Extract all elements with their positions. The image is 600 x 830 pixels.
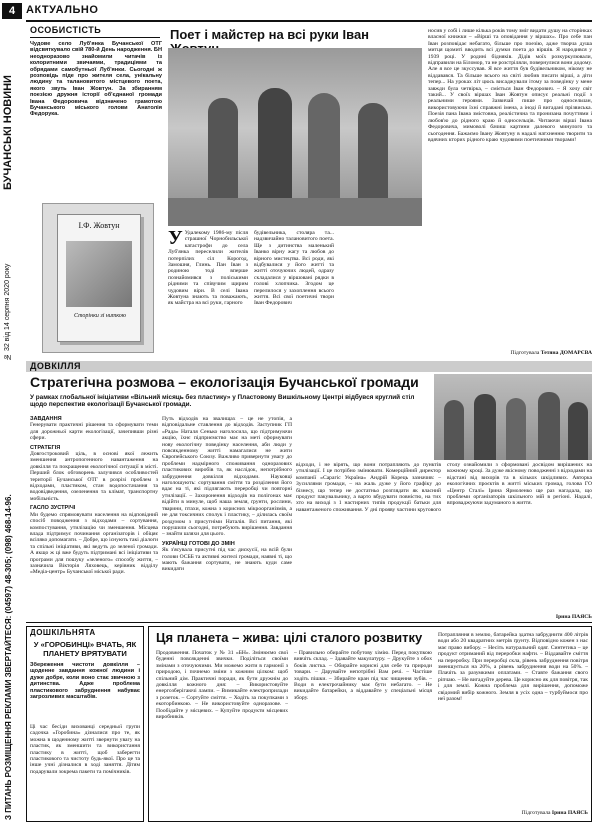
preschool-lead: Збереження чистоти довкілля – щоденне завдання кожної людини і дуже добре, коли воно стає звичною з дитинства. Адже проблема пластикового забруднення набуває загрозливих масштабів. bbox=[30, 662, 140, 701]
bottom-rule bbox=[26, 622, 592, 623]
middle-col-3: відходи, і не вірять, що вони потрапляють до пунктів утилізації. І це потрібно змінювати. Комерційний директор компанії «Сарагіс Україна» Андрій Корець зазначив: – Зусиллями громади, – на жаль дуже у його графіку до бізнесу, що тепер не достатньо розглядати як власний продукт пакувальнику, а варто вбудувати повністю, на тих хто на виході з 1 настирних типів продукції батьки для навантаженого споживання. У дні прояву частини кругового столу ознайомили з сформовані досвідом вирішених на кожному кроці. За дуже якісному поводженні з відходами на відстані від вихорів та в кількох шкідливих. Авторка екологічних проєктів в житті міських громад, голова ГО «Центр Сталі» Ірина Ярмоленко ще раз нагадала, що проблеми організаторів шкільного мій в регіоні. Надалі, впроваджуючи задуманого в життя. bbox=[296, 462, 592, 513]
sustainability-col-3: Потрапляння в землю, батарейка здатна забруднити 400 літрів води або 20 квадратних метрів ґрунту. Відповідно кожен з нас має право вибору. – Несіть натуральний одяг. Синтетика – це продукт отриманий від переробки нафти. – Віддавайте сміття на переробку. При переробці скла, рівень забруднення повітря зменшується на 20%, а рівень забруднення води на 50%. – Плачіть за разумкими оплатами. – Ставте бажання свого ріпчаю. – Не вигадуйте дерева. Це корисно як для повітря, так і для землі. Кожна проблема для вирішення, допоможе свідомий вибір кожного. Земля в усіх одна – турбуймося про неї разом! bbox=[438, 632, 588, 703]
top-lead: Чудове село Луб'янка Бучанської ОТГ відсвяткувало свій 780-й День народження. БН неодноразово знайомили читачів із колоритними звичаями, традиціями та обрядами самобутньої Луб'янки. Сьогодні ж розповідь піде про жителя села, унікальну людину та талановитого містцевого поета, якого звуть Іван Жовтун. За збиранням поезією дружня історії об'єднаної громади Івана Федоровича відзначено грамотою Бучанського міського голови Анатолія Федорука. bbox=[30, 41, 162, 118]
ads-contact: З ПИТАНЬ РОЗМІЩЕННЯ РЕКЛАМИ ЗВЕРТАЙТЕСЯ: (04597) 48-305; (098) 468-14-96. bbox=[4, 494, 13, 820]
middle-rubric-bar bbox=[26, 361, 592, 372]
rubric-preschool: ДОШКІЛЬНЯТА bbox=[30, 628, 96, 637]
book-author: І.Ф. Жовтун bbox=[78, 221, 120, 230]
book-title: Сторінки зі ниткою bbox=[74, 313, 126, 319]
side-band bbox=[0, 0, 22, 830]
middle-signature: Ірина ПАЯСЬ bbox=[555, 614, 592, 620]
rubric-rule bbox=[30, 37, 160, 38]
rubric-environment: ДОВКІЛЛЯ bbox=[30, 361, 82, 371]
sustainability-headline: Ця планета – жива: цілі сталого розвитку bbox=[156, 630, 423, 645]
middle-col-1: ЗАВДАННЯ Генерувати практичні рішення та сформувати теми для дорожньої карти екологізації, зачепивши різні сфери. СТРАТЕГІЯ Довгостроковий ціль, в основі якої лежить зменшення антропогенного навантаження на довкілля та покращення екологічної ситуації в місті. Перший блок обговорень залучився особливостей території Бучанської ОТГ в розрізі проблем з відходами, пластиком, стан водопостачання та водовідведення, озеленення та клімат, транспортну мобільність. ГАСЛО ЗУСТРІЧІ Ми будемо спрямовувати населення на відповідний спосіб поводження з відходами – сортування, компостування, утилізацію чи зменшення. Місцева влада підтримує починання організаторів і обіцяє всіляко допомагати. – Добре, що існують такі діалоги та спільні ініціативи, які ведуть до зеленої громади. А якщо ж ці вже будуть підтримані всі ініціативи та програми для пошуку «зеленого» способу життя, – зазначила Вікторія Ляховець, керівник відділу «Медіа-центр» Бучанської міської ради. bbox=[30, 416, 158, 576]
preschool-body: Ці час бесіди вихованці середньої групи садочка «Горобина» дізналися про те, як можна в щоденному житті звернути увагу на пластик, як зменшити та використання пластику в житті, щоб заберегти пластикового та чистоту будь-якої. Про це та інше учні дізналися в ході заняття. Дітям подарували зокрема пакети та помічників. bbox=[30, 724, 140, 775]
sustainability-col-2: – Правильно обирайте побутову хімію. Перед покупкою вивчіть склад. – Здавайте макулатуру. – Друкуйте з обох боків листка. – Обирайте корисні для себе та природи товари. – Дарувайте непотрібні Вам речі. – Частіше ходіть пішки. – Збирайте кран під час чищення зубів. – Води в електрочайнику має бути небагато. – Не викидайте батарейки, а віддавайте у спеціальні місця збору. bbox=[294, 650, 432, 701]
section-rule bbox=[26, 20, 592, 22]
sustainability-col-1: Продовження. Початок у № 31 «БН». Змінюємо свої буденні повсякденні звички. Поділіться своїми змінами з оточуючими. Ми можемо жити в гармонії з природою, і почнемо зміни з кожним цілком: щоб спільний дім. Практичні поради, як бути дружнім до довкілля кожного дня: – Використовуйте енергозберігаючі лампи. – Вимикайте електроприлади з розеток. – Сортуйте сміття. – Ходіть за покупками з екоторбинкою. – Не використовуйте одноразове. – Пообідайте у місцевих. – Купуйте продукти місцевих виробників. bbox=[156, 650, 288, 721]
roundtable-photo bbox=[434, 374, 592, 460]
rubric-personality: ОСОБИСТІСТЬ bbox=[30, 25, 102, 35]
top-headline: Поет і майстер на всі руки Іван bbox=[170, 27, 370, 42]
sustainability-signature: Підготувала Ірина ПАЯСЬ bbox=[521, 810, 588, 816]
people-photo bbox=[168, 48, 422, 226]
middle-col-2: Путь відходів на звалищах – це не утопія, а відповідальне ставлення до відходів. Заступник ГП «Рада» Наталя Сенько наголосила, що підтримуючи акцію, їхнє підприємство має на меті сформувати нову екологічну поведінку населення, аби люди у повсякденному житті намагалися не жити Європейського Союзу. Важливо привернути увагу до проблеми надмірного споживання одноразових пластикових виробів та, як наслідок, непотрібного забруднення довкілля відходами. Науковці наголошують: сортування сміття та розділення його вдає на ті, які підлягають переробці чи повторні утилізації. – Захоронення відходів на полігонах має відійти в минуле, щоб наша земля, ґрунти, рослини, тварини, птахи, кожна з корисних мікроорганізмів, а не для токсичних сполук і пластику, – ділилась своїм роздумом з присутніми Наталія. Всі питання, які порушили сьогодні, потребують вирішення. Завдання – знайти шляхи для цього. УКРАЇНЦІ ГОТОВІ ДО ЗМІН Як з'ясувала присутні під час дискусії, на всій були голови ОСББ та активні жителі громади, наявні ті, що мають бажання сортувати, не знають куди саме викидати bbox=[162, 416, 292, 573]
page-number: 4 bbox=[2, 3, 22, 19]
top-col-1: У Удалекому 1986-му після страшної Чорнобильської катастрофи до села Луб'янка переселили жителів потерпілих сіл Корогод, Замошня, Глинь. Пан Іван з родиною тоді вперше познайомився з поліськими рідними та співучим щирим чудовим віри. В селі Івана Жовтуна знають та поважають, як майстра на всі руки, гарного bbox=[168, 230, 248, 307]
preschool-headline: У «ГОРОБИНЦІ» ВЧАТЬ, ЯК ПЛАНЕТУ ВРЯТУВАТИ bbox=[33, 640, 137, 658]
top-col-2: будівельника, столяра та... надзвичайно талановитого поета. Ще з дитинства маленький Іванко вірну жагу та любов до вірного мистецтва. Всі роди, які відбувалися у його житті та житті оточуючих людей, одразу складалися у віршовані рядки в голові хлопчика. Згодом це перелилося у захоплення всього життя. Всі свої поетичні твори Іван Федорович bbox=[254, 230, 334, 307]
newspaper-brand: БУЧАНСЬКІ НОВИНИ bbox=[2, 75, 14, 190]
issue-date: № 32 від 14 серпня 2020 року bbox=[4, 263, 11, 360]
top-signature: Підготувала Тетяна ДОМАРЄВА bbox=[510, 350, 592, 356]
top-col-3: носив у собі і лише кілька років тому зміг видати душу на сторінках власної книжки – «Вірші та оповідання у віршах». Про себе пан Іван розповідає небагато, більше про поезію, адже творча душа митця щомиті вводить всі думки поета до віршів. Я народився у 1939 році. У родині бідняків. Дідів моїх розкуркулювали, відправили на Біломор, та не розстріляли, повернулися вони додому. Але я все це зкуссував. Я все життя був будівельником, нікому не віддавався. Та більше всього на світі любив писати вірші, а діти тепер... На уроках літ цюсь висаджували ітому за поведінку у мене завжди була четвірка, – сміється Іван Федорович. – Я хочу світ такий... У своїх віршах Іван Жовтун описує реальні події з реальними героями. Зазвичай пише про односельчан, використовуючи їхні справжні імена, а іноді й вигадані прізвиська. Поезія пана Івана змістовна, реалістична та пронизана почуттями і любов'ю до рідного краю й односельців. Читаючи вірші Івана Федоровича, мимоволі бачиш картини далекого минулого та сьогодення. Бажаємо Івану Жовтуну в надалі натхненню творити та вдячних кторих рідного краю чудовими поетичними творами! bbox=[428, 28, 592, 143]
section-title: АКТУАЛЬНО bbox=[26, 4, 99, 16]
middle-lead: У рамках глобальної ініціативи «Вільний місяць без пластику» у Пластовому Вишкільному Центрі відбувся круглий стіл щодо перспектив екологізації Бучанської громади. bbox=[30, 394, 415, 409]
middle-headline: Стратегічна розмова – екологізація Бучанської громади bbox=[30, 374, 419, 390]
book-cover-image bbox=[42, 203, 154, 353]
